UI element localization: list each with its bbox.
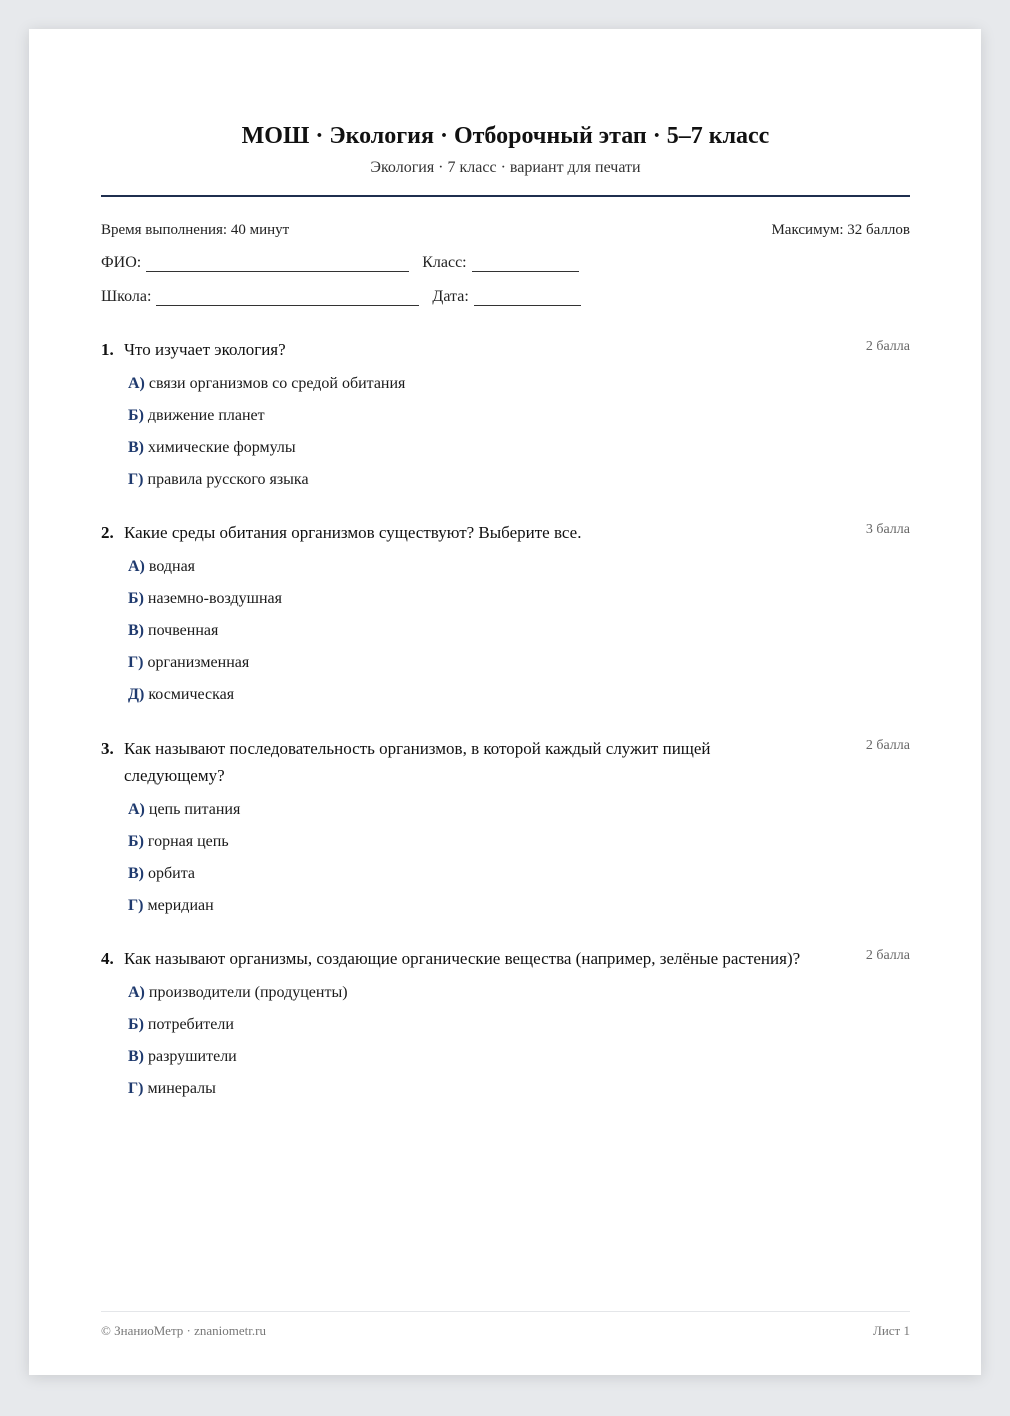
date-label: Дата: [432, 288, 469, 305]
option-letter: Г) [128, 897, 144, 914]
option-text: организменная [147, 654, 250, 671]
header-divider [101, 195, 910, 197]
option-letter: В) [128, 865, 144, 882]
question-points: 3 балла [865, 522, 910, 537]
option-letter: Б) [128, 590, 144, 607]
footer-copyright: © ЗнаниоМетр · znaniometr.ru [101, 1323, 266, 1338]
option-text: горная цепь [147, 833, 229, 850]
school-label: Школа: [101, 288, 152, 305]
answer-option [128, 799, 910, 831]
meta-row [101, 222, 910, 239]
answer-options [101, 556, 910, 716]
page-footer [101, 1323, 910, 1339]
question-2 [101, 519, 910, 716]
option-letter: А) [128, 801, 145, 818]
option-text: химические формулы [148, 439, 296, 456]
option-letter: А) [128, 375, 145, 392]
option-letter: Д) [128, 686, 145, 703]
answer-options [101, 799, 910, 927]
option-letter: Б) [128, 407, 144, 424]
answer-options [101, 373, 910, 501]
question-points: 2 балла [865, 339, 910, 354]
option-letter: Г) [128, 471, 144, 488]
answer-option [128, 1014, 910, 1046]
option-text: связи организмов со средой обитания [148, 375, 406, 392]
option-letter: А) [128, 984, 145, 1001]
answer-option [128, 863, 910, 895]
option-text: водная [148, 558, 196, 575]
fio-blank-line [146, 257, 409, 272]
answer-option [128, 1078, 910, 1110]
answer-option [128, 437, 910, 469]
option-text: почвенная [148, 622, 219, 639]
answer-option [128, 469, 910, 501]
answer-option [128, 982, 910, 1014]
question-number: 3. [101, 739, 114, 758]
option-letter: Г) [128, 654, 144, 671]
answer-option [128, 373, 910, 405]
answer-option [128, 620, 910, 652]
answer-option [128, 831, 910, 863]
question-points: 2 балла [865, 948, 910, 963]
question-number: 2. [101, 523, 114, 542]
option-letter: В) [128, 439, 144, 456]
option-text: орбита [148, 865, 195, 882]
footer-divider [101, 1311, 910, 1312]
fio-label: ФИО: [101, 254, 142, 271]
question-text: Как называют организмы, создающие органические вещества (например, зелёные растения)? [124, 949, 801, 968]
page-number: Лист 1 [873, 1323, 910, 1338]
question-text: Какие среды обитания организмов существуют? Выберите все. [124, 523, 582, 542]
option-letter: Б) [128, 833, 144, 850]
school-date-row [101, 288, 594, 306]
school-blank-line [156, 291, 419, 306]
option-letter: А) [128, 558, 145, 575]
option-text: потребители [147, 1016, 234, 1033]
answer-option [128, 556, 910, 588]
option-text: цепь питания [148, 801, 241, 818]
question-header [101, 336, 910, 363]
option-letter: Б) [128, 1016, 144, 1033]
question-1 [101, 336, 910, 501]
answer-option [128, 684, 910, 716]
fio-class-row [101, 254, 592, 272]
date-blank-line [474, 291, 581, 306]
option-text: минералы [147, 1080, 216, 1097]
question-points: 2 балла [865, 738, 910, 753]
question-header [101, 945, 910, 972]
question-header [101, 735, 910, 789]
max-score: Максимум: 32 баллов [771, 222, 910, 238]
page-content [101, 29, 910, 1375]
page-subtitle: Экология · 7 класс · вариант для печати [370, 159, 641, 176]
question-3 [101, 735, 910, 927]
answer-option [128, 652, 910, 684]
option-text: космическая [148, 686, 235, 703]
page-title: МОШ · Экология · Отборочный этап · 5–7 класс [241, 123, 770, 149]
option-text: разрушители [148, 1048, 237, 1065]
class-blank-line [472, 257, 579, 272]
option-text: движение планет [147, 407, 265, 424]
class-label: Класс: [422, 254, 467, 271]
answer-option [128, 895, 910, 927]
option-text: меридиан [147, 897, 214, 914]
question-number: 1. [101, 340, 114, 359]
answer-option [128, 588, 910, 620]
answer-options [101, 982, 910, 1110]
worksheet-page [29, 29, 981, 1375]
option-letter: В) [128, 1048, 144, 1065]
option-text: производители (продуценты) [148, 984, 348, 1001]
option-letter: В) [128, 622, 144, 639]
answer-option [128, 405, 910, 437]
question-number: 4. [101, 949, 114, 968]
option-text: правила русского языка [147, 471, 309, 488]
question-4 [101, 945, 910, 1110]
option-letter: Г) [128, 1080, 144, 1097]
answer-option [128, 1046, 910, 1078]
question-text: Что изучает экология? [124, 340, 286, 359]
time-limit: Время выполнения: 40 минут [101, 222, 290, 238]
question-text: Как называют последовательность организмов, в которой каждый служит пищей следующему? [124, 739, 711, 785]
option-text: наземно-воздушная [147, 590, 282, 607]
question-header [101, 519, 910, 546]
